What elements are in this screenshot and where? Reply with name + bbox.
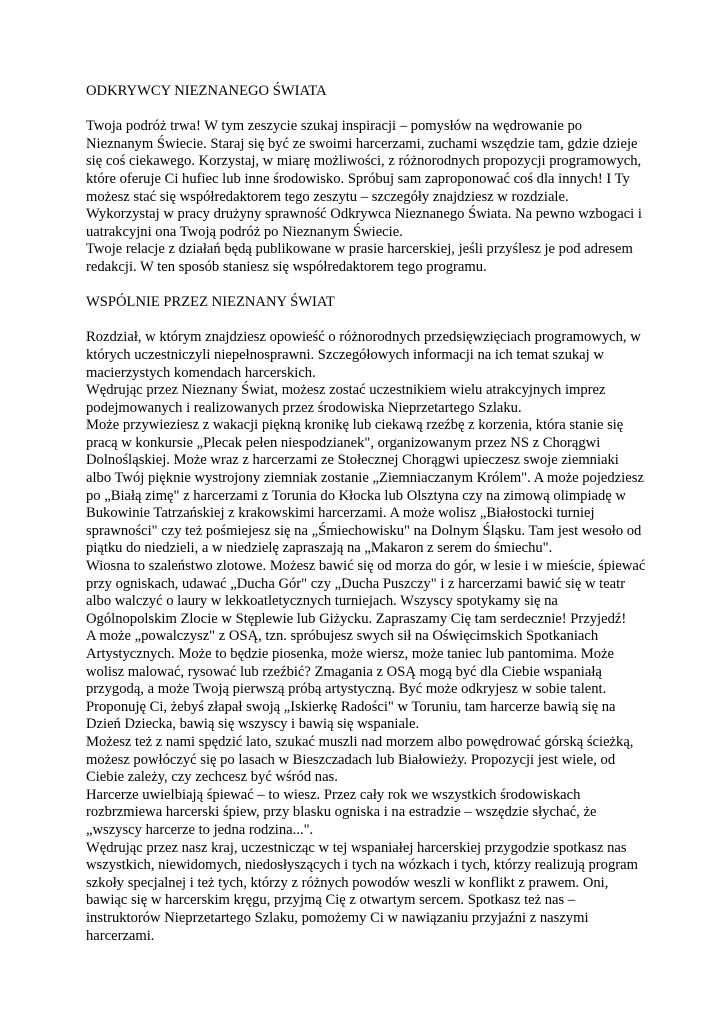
paragraph: Wykorzystaj w pracy drużyny sprawność Odkrywca Nieznanego Świata. Na pewno wzbogaci i uatrakcyjni ona Twoją podróż po Nieznanym Świecie. <box>86 206 642 240</box>
paragraph: A może „powalczysz" z OSĄ, tzn. spróbujesz swych sił na Oświęcimskich Spotkaniach Artystycznych. Może to będzie piosenka, może wiersz, może taniec lub pantomima. Może wolisz malować, rysować lub rzeźbić? Zmagania z OSĄ mogą być dla Ciebie wspaniałą przygodą, a może Twoją pierwszą próbą artystyczną. Być może odkryjesz w sobie talent. <box>86 628 615 698</box>
paragraph: Harcerze uwielbiają śpiewać – to wiesz. Przez cały rok we wszystkich środowiskach rozbrzmiewa harcerski śpiew, przy blasku ogniska i na estradzie – wszędzie słychać, że „wszyscy harcerze to jedna rodzina...". <box>86 786 597 838</box>
document-page <box>86 83 646 963</box>
paragraph: Twoje relacje z działań będą publikowane w prasie harcerskiej, jeśli przyślesz je pod adresem redakcji. W ten sposób staniesz się współredaktorem tego programu. <box>86 241 633 275</box>
section-odkrywcy <box>86 83 646 277</box>
paragraph: Twoja podróż trwa! W tym zeszycie szukaj inspiracji – pomysłów na wędrowanie po Nieznanym Świecie. Staraj się być ze swoimi harcerzami, zuchami wszędzie tam, gdzie dzieje się coś ciekawego. Korzystaj, w miarę możliwości, z różnorodnych propozycji programowych, które oferuje Ci hufiec lub inne środowisko. Spróbuj sam zaproponować coś dla innych! I Ty możesz stać się współredaktorem tego zeszytu – szczegóły znajdziesz w rozdziale. <box>86 118 642 205</box>
section-wspolnie <box>86 294 646 945</box>
paragraph: Wędrując przez Nieznany Świat, możesz zostać uczestnikiem wielu atrakcyjnych imprez podejmowanych i realizowanych przez środowiska Nieprzetartego Szlaku. <box>86 382 606 416</box>
paragraph: Proponuję Ci, żebyś złapał swoją „Iskierkę Radości" w Toruniu, tam harcerze bawią się na Dzień Dziecka, bawią się wszyscy i bawią się wspaniale. <box>86 698 616 733</box>
paragraph: Może przywieziesz z wakacji piękną kronikę lub ciekawą rzeźbę z korzenia, która stanie się pracą w konkursie „Plecak pełen niespodzianek", organizowanym przez NS z Chorągwi Dolnośląskiej. Może wraz z harcerzami ze Stołecznej Chorągwi upieczesz swoje ziemniaki albo Twój pięknie wystrojony ziemniak zostanie „Ziemniaczanym Królem". A może pojedziesz po „Białą zimę" z harcerzami z Torunia do Kłocka lub Olsztyna czy na zimową olimpiadę w Bukowinie Tatrzańskiej z krakowskimi harcerzami. A może wolisz „Białostocki turniej sprawności" czy też pośmiejesz się na „Śmiechowisku" na Dolnym Śląsku. Tam jest wesoło od piątku do niedzieli, a w niedzielę zapraszają na „Makaron z serem do śmiechu". <box>86 417 644 557</box>
paragraph: Wiosna to szaleństwo zlotowe. Możesz bawić się od morza do gór, w lesie i w mieście, śpiewać przy ogniskach, udawać „Ducha Gór" czy „Ducha Puszczy" i z harcerzami bawić się w teatr albo walczyć o laury w lekkoatletycznych turniejach. Wszyscy spotykamy się na Ogólnopolskim Zlocie w Stęplewie lub Giżycku. Zapraszamy Cię tam serdecznie! Przyjedź! <box>86 558 646 627</box>
section-heading: ODKRYWCY NIEZNANEGO ŚWIATA <box>86 83 327 99</box>
paragraph: Rozdział, w którym znajdziesz opowieść o różnorodnych przedsięwzięciach programowych, w których uczestniczyli niepełnosprawni. Szczegółowych informacji na ich temat szukaj w macierzystych komendach harcerskich. <box>86 329 641 381</box>
paragraph: Możesz też z nami spędzić lato, szukać muszli nad morzem albo powędrować górską ścieżką, możesz powłóczyć się po lasach w Bieszczadach lub Białowieży. Propozycji jest wiele, od Ciebie zależy, czy zechcesz być wśród nas. <box>86 733 634 786</box>
paragraph: Wędrując przez nasz kraj, uczestnicząc w tej wspaniałej harcerskiej przygodzie spotkasz nas wszystkich, niewidomych, niedosłyszących i tych na wózkach i tych, którzy realizują program szkoły specjalnej i też tych, którzy z różnych powodów weszli w konflikt z prawem. Oni, bawiąc się w harcerskim kręgu, przyjmą Cię z otwartym sercem. Spotkasz też nas – instruktorów Nieprzetartego Szlaku, pomożemy Ci w nawiązaniu przyjaźni z naszymi harcerzami. <box>86 839 638 944</box>
section-heading: WSPÓLNIE PRZEZ NIEZNANY ŚWIAT <box>86 294 335 311</box>
